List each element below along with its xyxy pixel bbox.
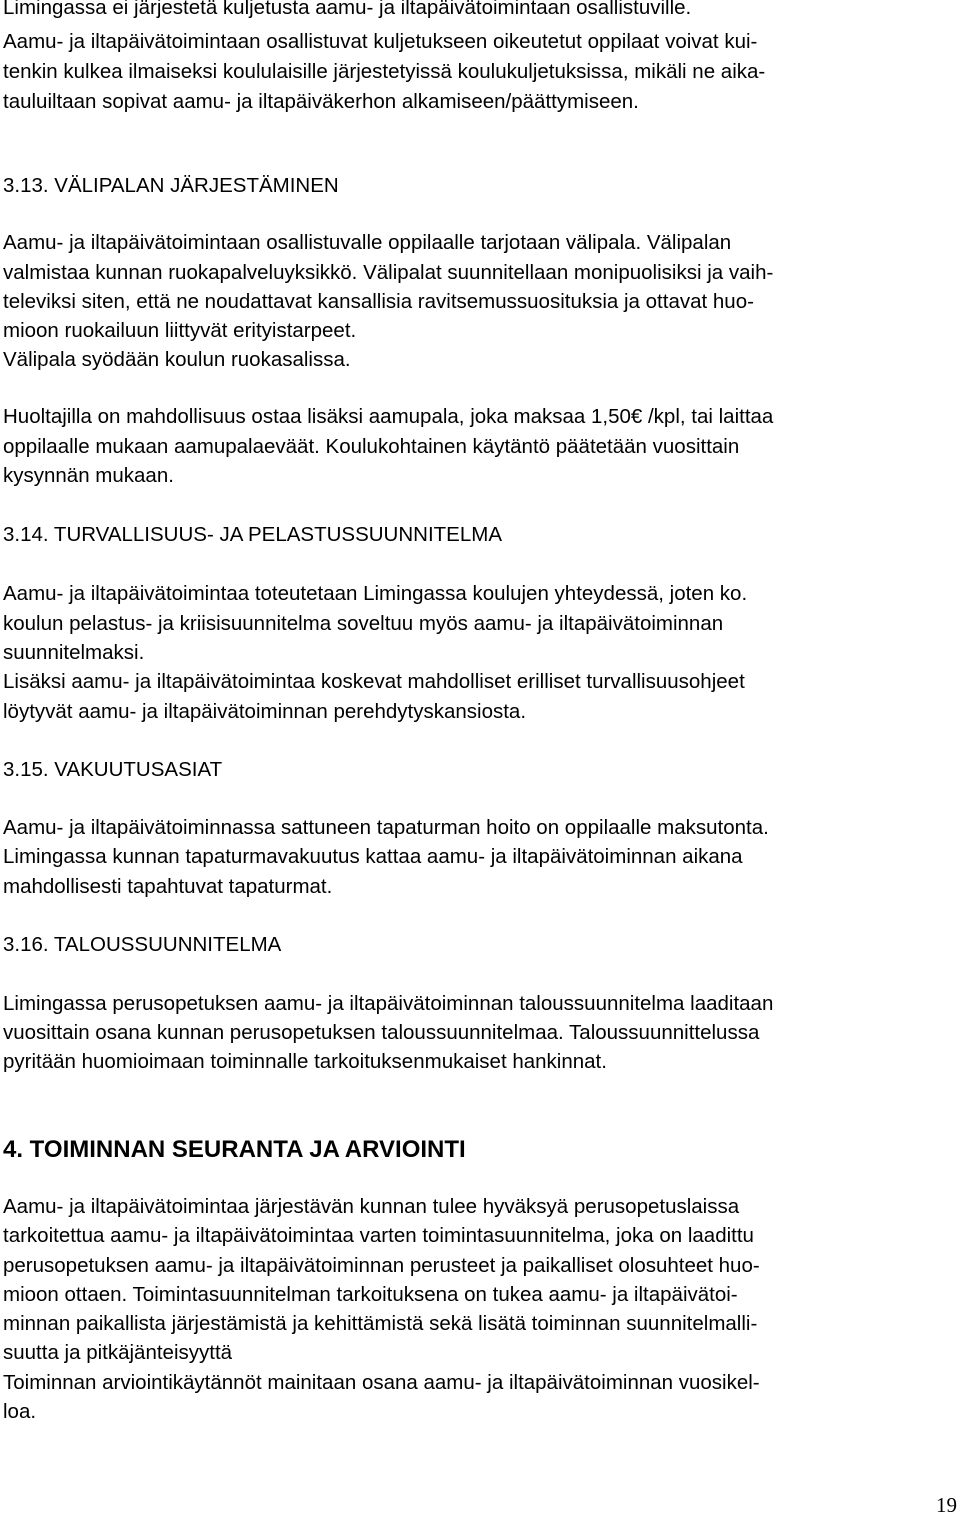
section-4-line-1: Aamu- ja iltapäivätoimintaa järjestävän kunnan tulee hyväksyä perusopetuslaissa [3, 1195, 740, 1218]
section-3-14-line-1: Aamu- ja iltapäivätoimintaa toteutetaan Limingassa koulujen yhteydessä, joten ko. [3, 582, 748, 605]
section-3-14-line-4: Lisäksi aamu- ja iltapäivätoimintaa koskevat mahdolliset erilliset turvallisuusohjeet [3, 670, 745, 693]
section-heading-3-16: 3.16. TALOUSSUUNNITELMA [3, 933, 282, 956]
section-3-14-line-3: suunnitelmaksi. [3, 641, 145, 664]
section-3-13-line-1: Aamu- ja iltapäivätoimintaan osallistuvalle oppilaalle tarjotaan välipala. Välipalan [3, 231, 732, 254]
intro-line-4: tauluiltaan sopivat aamu- ja iltapäiväkerhon alkamiseen/päättymiseen. [3, 90, 639, 113]
section-3-13-line-8: kysynnän mukaan. [3, 464, 174, 487]
section-3-15-line-3: mahdollisesti tapahtuvat tapaturmat. [3, 875, 333, 898]
section-4-line-3: perusopetuksen aamu- ja iltapäivätoiminnan perusteet ja paikalliset olosuhteet huo- [3, 1254, 760, 1277]
section-heading-3-13: 3.13. VÄLIPALAN JÄRJESTÄMINEN [3, 174, 339, 197]
section-3-14-line-5: löytyvät aamu- ja iltapäivätoiminnan perehdytyskansiosta. [3, 700, 527, 723]
section-4-line-8: loa. [3, 1400, 37, 1423]
page-number: 19 [936, 1493, 957, 1517]
section-3-13-line-7: oppilaalle mukaan aamupalaeväät. Koulukohtainen käytäntö päätetään vuosittain [3, 435, 740, 458]
section-heading-3-15: 3.15. VAKUUTUSASIAT [3, 758, 223, 781]
section-4-line-6: suutta ja pitkäjänteisyyttä [3, 1341, 233, 1364]
section-4-line-5: minnan paikallista järjestämistä ja kehittämistä sekä lisätä toiminnan suunnitelmalli- [3, 1312, 758, 1335]
intro-line-1: Limingassa ei järjestetä kuljetusta aamu- ja iltapäivätoimintaan osallistuville. [3, 0, 692, 19]
section-3-16-line-1: Limingassa perusopetuksen aamu- ja iltapäivätoiminnan taloussuunnitelma laaditaan [3, 992, 774, 1015]
section-3-16-line-2: vuosittain osana kunnan perusopetuksen taloussuunnitelmaa. Taloussuunnittelussa [3, 1021, 760, 1044]
section-4-line-2: tarkoitettua aamu- ja iltapäivätoimintaa varten toimintasuunnitelma, joka on laadittu [3, 1224, 754, 1247]
intro-line-3: tenkin kulkea ilmaiseksi koululaisille järjestetyissä koulukuljetuksissa, mikäli ne aika- [3, 60, 766, 83]
section-3-13-line-2: valmistaa kunnan ruokapalveluyksikkö. Välipalat suunnitellaan monipuolisiksi ja vaih- [3, 261, 774, 284]
section-3-16-line-3: pyritään huomioimaan toiminnalle tarkoituksenmukaiset hankinnat. [3, 1050, 607, 1073]
intro-line-2: Aamu- ja iltapäivätoimintaan osallistuvat kuljetukseen oikeutetut oppilaat voivat kui- [3, 30, 758, 53]
section-3-13-line-5: Välipala syödään koulun ruokasalissa. [3, 348, 351, 371]
section-heading-4: 4. TOIMINNAN SEURANTA JA ARVIOINTI [3, 1136, 466, 1163]
section-4-line-4: mioon ottaen. Toimintasuunnitelman tarkoituksena on tukea aamu- ja iltapäivätoi- [3, 1283, 738, 1306]
section-3-13-line-6: Huoltajilla on mahdollisuus ostaa lisäksi aamupala, joka maksaa 1,50€ /kpl, tai laittaa [3, 405, 774, 428]
section-3-13-line-3: televiksi siten, että ne noudattavat kansallisia ravitsemussuosituksia ja ottavat huo- [3, 290, 754, 313]
section-3-15-line-2: Limingassa kunnan tapaturmavakuutus kattaa aamu- ja iltapäivätoiminnan aikana [3, 845, 743, 868]
section-3-15-line-1: Aamu- ja iltapäivätoiminnassa sattuneen tapaturman hoito on oppilaalle maksutonta. [3, 816, 769, 839]
section-3-14-line-2: koulun pelastus- ja kriisisuunnitelma soveltuu myös aamu- ja iltapäivätoiminnan [3, 612, 724, 635]
section-heading-3-14: 3.14. TURVALLISUUS- JA PELASTUSSUUNNITELMA [3, 523, 502, 546]
section-3-13-line-4: mioon ruokailuun liittyvät erityistarpeet. [3, 319, 357, 342]
section-4-line-7: Toiminnan arviointikäytännöt mainitaan osana aamu- ja iltapäivätoiminnan vuosikel- [3, 1371, 760, 1394]
